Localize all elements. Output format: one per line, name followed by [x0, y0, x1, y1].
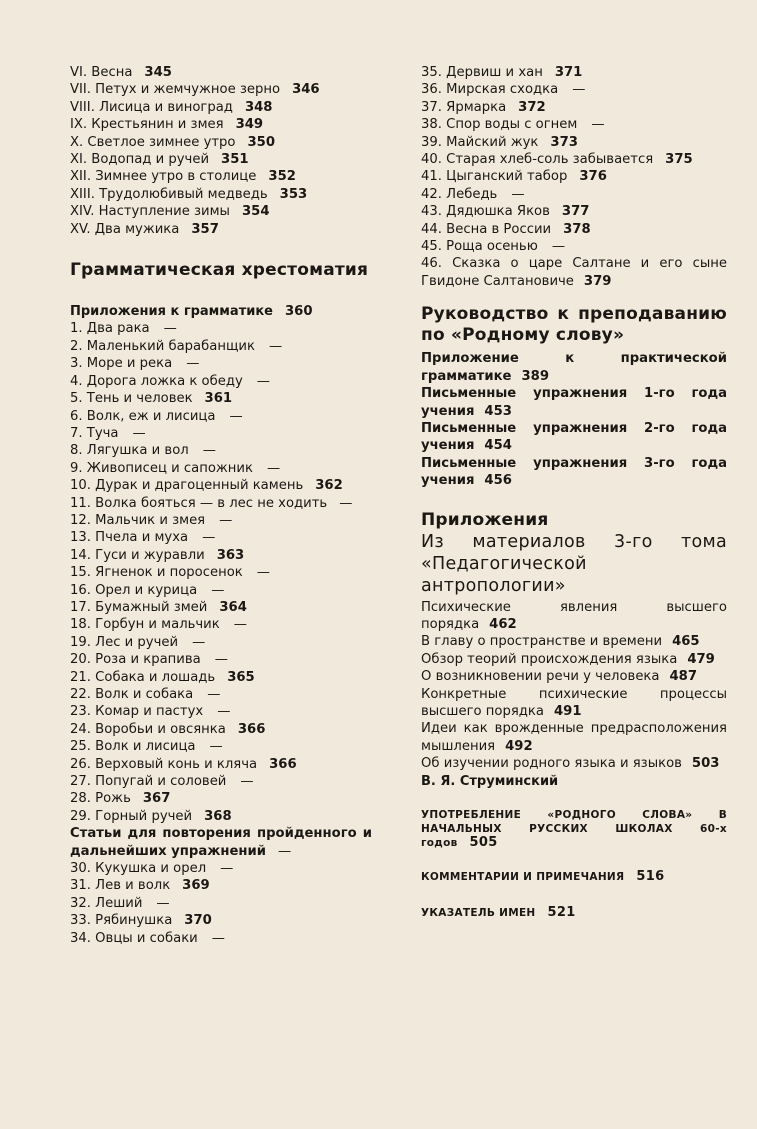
toc-entry	[421, 651, 727, 668]
toc-list-right	[421, 64, 727, 255]
toc-entry	[70, 320, 372, 337]
toc-entry-title: 4. Дорога ложка к обеду	[70, 373, 243, 389]
toc-entry	[70, 338, 372, 355]
toc-entry	[70, 651, 372, 668]
toc-entry-title: VIII. Лисица и виноград	[70, 99, 233, 115]
toc-entry-page: —	[217, 704, 231, 720]
toc-entry-page: 353	[279, 186, 308, 202]
toc-entry-page: —	[256, 565, 270, 581]
toc-entry-page: 378	[563, 221, 591, 237]
toc-entry	[70, 186, 372, 203]
toc-entry-title: 39. Майский жук	[421, 134, 539, 150]
toc-entry	[421, 238, 727, 255]
toc-entry-page: 371	[554, 65, 583, 80]
toc-entry-title: 26. Верховый конь и кляча	[70, 756, 258, 772]
toc-entry-title: 10. Дурак и драгоценный камень	[70, 478, 304, 494]
toc-entry-page: 492	[505, 738, 533, 754]
toc-entry	[70, 116, 372, 133]
toc-entry-title: 41. Цыганский табор	[421, 169, 568, 185]
toc-entry	[70, 582, 372, 599]
toc-entry-title: 44. Весна в России	[421, 221, 552, 237]
toc-entry-title: 28. Рожь	[70, 791, 131, 807]
toc-entry-page: —	[591, 117, 605, 133]
toc-entry	[70, 895, 372, 912]
toc-entry	[70, 442, 372, 459]
toc-entry-title: Конкретные психические процессы высшего порядка	[421, 686, 727, 719]
toc-entry-page: 366	[269, 756, 297, 772]
toc-entry-title: 36. Мирская сходка	[421, 82, 559, 98]
toc-entry	[70, 460, 372, 477]
toc-entry	[421, 151, 727, 168]
toc-entry	[70, 168, 372, 185]
toc-entry	[70, 221, 372, 238]
toc-entry-title: О возникновении речи у человека	[421, 669, 660, 685]
toc-entry-page: 377	[561, 204, 590, 220]
toc-entry	[421, 134, 727, 151]
toc-list-b	[70, 512, 372, 825]
toc-entry	[70, 808, 372, 825]
toc-entry-page: 366	[237, 721, 266, 737]
toc-entry-title: IX. Крестьянин и змея	[70, 117, 224, 133]
toc-entry-page: 357	[191, 221, 219, 237]
toc-entry	[70, 738, 372, 755]
toc-entry-page: —	[211, 930, 225, 946]
toc-entry-page: 370	[184, 913, 212, 929]
toc-entry	[70, 756, 372, 773]
toc-subheading-appendix: Приложения к грамматике 360	[70, 304, 313, 320]
toc-entry	[70, 912, 372, 929]
toc-entry	[421, 668, 727, 685]
toc-entry	[70, 790, 372, 807]
toc-entry-page: 352	[268, 169, 296, 185]
toc-entry	[70, 512, 372, 529]
toc-entry-page: —	[209, 739, 223, 755]
section-heading-grammar: Грамматическая хрестоматия	[70, 260, 369, 281]
toc-entry-page: 350	[247, 134, 276, 150]
author-name: В. Я. Струминский	[421, 773, 559, 789]
toc-entry-title: Приложение к практической грамматике	[421, 351, 727, 384]
toc-entry-title: Обзор теорий происхождения языка	[421, 651, 678, 667]
toc-entry-page: —	[551, 239, 565, 255]
toc-entry-page: —	[268, 338, 283, 354]
toc-entry-title: 15. Ягненок и поросенок	[70, 565, 243, 581]
toc-entry	[70, 669, 372, 686]
toc-entry-title: 19. Лес и ручей	[70, 634, 179, 650]
toc-entry-title: 25. Волк и лисица	[70, 739, 196, 755]
toc-entry-title: 14. Гуси и журавли	[70, 547, 205, 563]
toc-entry	[70, 99, 372, 116]
toc-entry-title: Письменные упражнения 1-го года учения	[421, 386, 727, 419]
toc-entry-title: 40. Старая хлеб-соль забывается	[421, 152, 654, 168]
toc-entry-title: 16. Орел и курица	[70, 582, 198, 598]
toc-entry-page: 362	[315, 478, 343, 494]
toc-entry-page: 456	[484, 473, 512, 489]
toc-entry	[70, 81, 372, 98]
toc-list-a	[70, 320, 372, 494]
toc-entry	[70, 64, 372, 81]
toc-entry-title: 30. Кукушка и орел	[70, 861, 207, 877]
toc-entry	[70, 703, 372, 720]
toc-entry	[70, 529, 372, 546]
toc-entry-page: 363	[216, 547, 245, 563]
toc-list-guide	[421, 350, 727, 489]
toc-entry	[70, 373, 372, 390]
toc-list-appendices	[421, 599, 727, 773]
toc-entry-page: —	[240, 774, 254, 790]
toc-entry-title: 42. Лебедь	[421, 186, 498, 202]
toc-entry	[70, 564, 372, 581]
toc-entry-title: 1. Два рака	[70, 321, 150, 337]
toc-entry	[421, 116, 727, 133]
toc-entry-46: 46. Сказка о царе Салтане и его сыне Гвидоне Салтановиче 379	[421, 256, 727, 289]
toc-entry-page: 479	[687, 651, 715, 667]
toc-entry	[70, 547, 372, 564]
toc-entry-title: 31. Лев и волк	[70, 878, 171, 894]
toc-entry-page: 462	[489, 616, 517, 632]
toc-entry-title: 3. Море и река	[70, 356, 173, 372]
toc-entry-title: 32. Леший	[70, 895, 143, 911]
toc-entry-title: 8. Лягушка и вол	[70, 443, 189, 459]
toc-entry-title: 9. Живописец и сапожник	[70, 460, 253, 476]
toc-entry-page: 349	[235, 117, 264, 133]
toc-entry-page: 454	[484, 438, 512, 454]
toc-entry-page: —	[211, 582, 225, 598]
toc-entry	[70, 721, 372, 738]
section-heading-appendices: Приложения	[421, 509, 549, 530]
toc-entry	[421, 420, 727, 455]
toc-entry-page: 372	[518, 99, 546, 115]
toc-entry-title: XV. Два мужика	[70, 221, 180, 237]
toc-entry-page: 367	[142, 791, 171, 807]
toc-entry-title: 22. Волк и собака	[70, 687, 194, 702]
toc-list-c	[70, 860, 372, 947]
toc-entry	[70, 634, 372, 651]
toc-entry	[421, 64, 727, 81]
toc-entry	[421, 633, 727, 650]
toc-entry-index: УКАЗАТЕЛЬ ИМЕН 521	[421, 905, 576, 920]
toc-entry-page: 376	[579, 169, 607, 185]
toc-right-column	[421, 64, 727, 920]
toc-entry-title: VII. Петух и жемчужное зерно	[70, 82, 281, 98]
toc-entry-11: 11. Волка бояться — в лес не ходить —	[70, 495, 353, 511]
toc-entry-title: 24. Воробьи и овсянка	[70, 721, 226, 737]
toc-entry-title: XI. Водопад и ручей	[70, 152, 210, 168]
toc-entry	[421, 81, 727, 98]
toc-entry-title: Письменные упражнения 2-го года учения	[421, 420, 727, 454]
toc-entry-page: —	[202, 443, 216, 459]
toc-entry-title: Идеи как врожденные предрасположения мышления	[421, 721, 727, 754]
toc-entry-title: X. Светлое зимнее утро	[70, 134, 236, 150]
toc-entry-page: —	[207, 687, 221, 702]
toc-entry-page: 389	[521, 368, 549, 384]
toc-entry	[421, 686, 727, 721]
toc-entry-page: 365	[227, 669, 255, 685]
toc-entry-title: 23. Комар и пастух	[70, 704, 204, 720]
toc-entry-title: XIV. Наступление зимы	[70, 204, 230, 220]
toc-entry-page: —	[163, 321, 177, 337]
toc-entry-page: 491	[553, 703, 582, 719]
toc-entry-title: VI. Весна	[70, 65, 133, 80]
toc-entry-title: 21. Собака и лошадь	[70, 669, 216, 685]
toc-entry-title: 27. Попугай и соловей	[70, 774, 227, 790]
toc-entry-page: 364	[219, 599, 247, 615]
toc-entry	[70, 355, 372, 372]
toc-left-column	[70, 64, 372, 947]
toc-entry-title: 37. Ярмарка	[421, 99, 507, 115]
toc-entry	[70, 425, 372, 442]
toc-entry-title: 20. Роза и крапива	[70, 652, 201, 668]
toc-entry-page: 487	[669, 669, 698, 685]
toc-entry	[421, 755, 727, 772]
section-heading-guide: Руководство к преподаванию по «Родному слову»	[421, 304, 727, 346]
toc-entry-page: 346	[292, 82, 320, 98]
toc-list-upper	[70, 64, 372, 238]
toc-entry	[421, 720, 727, 755]
toc-entry	[70, 860, 372, 877]
toc-entry-usage: УПОТРЕБЛЕНИЕ «РОДНОГО СЛОВА» В НАЧАЛЬНЫХ РУССКИХ ШКОЛАХ 60-х годов 505	[421, 809, 727, 850]
toc-entry	[70, 408, 372, 425]
toc-entry-page: 354	[241, 204, 270, 220]
toc-entry-page: 375	[665, 152, 693, 168]
toc-entry-title: 34. Овцы и собаки	[70, 930, 198, 946]
toc-entry-title: 12. Мальчик и змея	[70, 512, 206, 528]
toc-entry	[70, 616, 372, 633]
toc-entry-page: —	[214, 652, 228, 668]
toc-entry	[70, 390, 372, 407]
toc-entry	[70, 477, 372, 494]
toc-entry-page: —	[186, 356, 200, 372]
toc-entry-page: —	[202, 530, 216, 546]
toc-entry-page: 465	[672, 634, 700, 650]
toc-entry-title: Письменные упражнения 3-го года учения	[421, 455, 727, 489]
toc-entry-title: 38. Спор воды с огнем	[421, 117, 578, 133]
toc-entry-title: В главу о пространстве и времени	[421, 634, 663, 650]
toc-entry-page: —	[572, 82, 586, 98]
toc-entry	[421, 221, 727, 238]
toc-entry-page: —	[233, 617, 247, 633]
toc-entry-page: —	[219, 512, 233, 528]
toc-entry	[70, 151, 372, 168]
toc-entry-title: 7. Туча	[70, 425, 119, 441]
toc-entry-page: 369	[182, 878, 210, 894]
toc-entry	[421, 455, 727, 490]
toc-entry	[421, 203, 727, 220]
toc-entry-page: —	[229, 408, 243, 424]
toc-entry-title: 13. Пчела и муха	[70, 530, 189, 546]
toc-entry-page: 351	[221, 152, 249, 168]
toc-entry	[70, 930, 372, 947]
toc-entry-title: 35. Дервиш и хан	[421, 65, 543, 80]
toc-entry-title: 18. Горбун и мальчик	[70, 617, 220, 633]
toc-entry-title: XIII. Трудолюбивый медведь	[70, 186, 268, 202]
toc-entry-page: 345	[144, 65, 172, 80]
toc-subheading-review: Статьи для повторения пройденного и дальнейших упражнений —	[70, 826, 372, 859]
toc-entry	[421, 168, 727, 185]
toc-entry	[70, 773, 372, 790]
toc-entry	[421, 350, 727, 385]
toc-entry-title: 6. Волк, еж и лисица	[70, 408, 216, 424]
toc-entry	[421, 599, 727, 634]
toc-entry	[421, 99, 727, 116]
toc-entry-comments: КОММЕНТАРИИ И ПРИМЕЧАНИЯ 516	[421, 869, 665, 884]
toc-entry-title: Психические явления высшего порядка	[421, 599, 727, 632]
toc-entry	[70, 203, 372, 220]
toc-entry-page: 368	[204, 808, 232, 824]
toc-entry-title: 17. Бумажный змей	[70, 599, 208, 615]
toc-entry-title: XII. Зимнее утро в столице	[70, 169, 257, 185]
toc-entry-page: 503	[691, 756, 720, 772]
toc-entry	[421, 186, 727, 203]
toc-entry-page: 348	[244, 99, 273, 115]
toc-entry	[70, 686, 372, 703]
toc-entry-page: 453	[484, 403, 512, 419]
toc-entry-title: 29. Горный ручей	[70, 808, 193, 824]
toc-entry	[70, 134, 372, 151]
toc-entry	[70, 599, 372, 616]
toc-entry	[70, 877, 372, 894]
toc-entry-title: Об изучении родного языка и языков	[421, 756, 682, 772]
toc-entry-title: 5. Тень и человек	[70, 391, 193, 407]
toc-entry-page: —	[511, 186, 525, 202]
appendices-subheading: Из материалов 3-го тома «Педагогической антропологии»	[421, 531, 727, 596]
toc-entry-title: 33. Рябинушка	[70, 913, 173, 929]
toc-entry-title: 2. Маленький барабанщик	[70, 338, 255, 354]
toc-entry-page: 361	[204, 391, 233, 407]
toc-entry-page: —	[156, 895, 170, 911]
toc-entry-page: —	[266, 460, 281, 476]
toc-entry-page: —	[220, 861, 234, 877]
toc-entry-title: 45. Роща осенью	[421, 239, 538, 255]
toc-entry-page: —	[256, 373, 270, 389]
toc-entry-title: 43. Дядюшка Яков	[421, 204, 550, 220]
toc-entry-page: —	[132, 425, 146, 441]
toc-entry-page: —	[192, 634, 206, 650]
toc-entry	[421, 385, 727, 420]
toc-entry-page: 373	[550, 134, 578, 150]
